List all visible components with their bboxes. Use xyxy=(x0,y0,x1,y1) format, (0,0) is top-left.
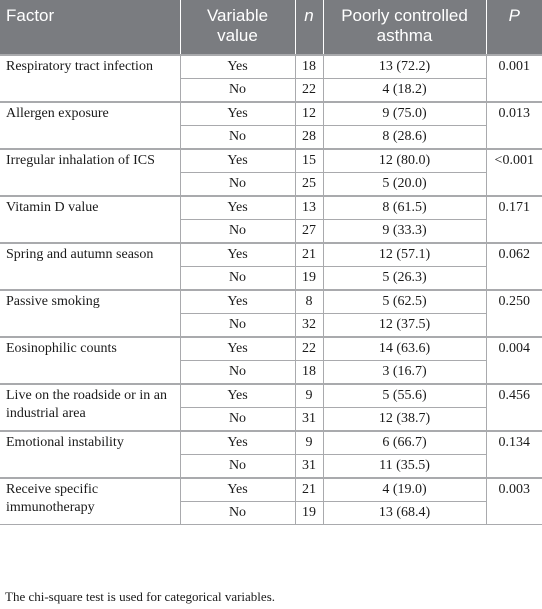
p-value-cell: 0.013 xyxy=(486,102,542,149)
n-cell: 21 xyxy=(295,243,323,267)
poorly-controlled-cell: 5 (26.3) xyxy=(323,267,486,291)
factor-cell: Allergen exposure xyxy=(0,102,180,149)
poorly-controlled-cell: 5 (62.5) xyxy=(323,290,486,314)
factor-cell: Respiratory tract infection xyxy=(0,55,180,102)
poorly-controlled-cell: 4 (19.0) xyxy=(323,478,486,502)
variable-value-cell: No xyxy=(180,408,295,432)
variable-value-cell: Yes xyxy=(180,384,295,408)
n-cell: 31 xyxy=(295,455,323,479)
table-footnote: The chi-square test is used for categorical variables. xyxy=(5,589,275,604)
n-cell: 32 xyxy=(295,314,323,338)
variable-value-cell: Yes xyxy=(180,290,295,314)
poorly-controlled-cell: 6 (66.7) xyxy=(323,431,486,455)
n-cell: 9 xyxy=(295,384,323,408)
variable-value-cell: No xyxy=(180,314,295,338)
header-row xyxy=(0,0,542,55)
table-row xyxy=(0,384,542,408)
n-cell: 27 xyxy=(295,220,323,244)
header-factor: Factor xyxy=(0,0,180,55)
poorly-controlled-cell: 13 (72.2) xyxy=(323,55,486,79)
variable-value-cell: No xyxy=(180,502,295,525)
n-cell: 19 xyxy=(295,502,323,525)
header-poorly-controlled-asthma: Poorly controlled asthma xyxy=(323,0,486,55)
factor-cell: Emotional instability xyxy=(0,431,180,478)
poorly-controlled-cell: 8 (28.6) xyxy=(323,126,486,150)
poorly-controlled-cell: 4 (18.2) xyxy=(323,79,486,103)
variable-value-cell: No xyxy=(180,220,295,244)
n-cell: 18 xyxy=(295,361,323,385)
n-cell: 8 xyxy=(295,290,323,314)
table-row xyxy=(0,337,542,361)
n-cell: 15 xyxy=(295,149,323,173)
table-body xyxy=(0,55,542,525)
p-value-cell: 0.250 xyxy=(486,290,542,337)
header-variable-value: Variable value xyxy=(180,0,295,55)
variable-value-cell: No xyxy=(180,79,295,103)
factor-cell: Irregular inhalation of ICS xyxy=(0,149,180,196)
poorly-controlled-cell: 12 (38.7) xyxy=(323,408,486,432)
table-row xyxy=(0,431,542,455)
p-value-cell: <0.001 xyxy=(486,149,542,196)
n-cell: 18 xyxy=(295,55,323,79)
n-cell: 21 xyxy=(295,478,323,502)
poorly-controlled-cell: 9 (75.0) xyxy=(323,102,486,126)
factor-cell: Live on the roadside or in an industrial area xyxy=(0,384,180,431)
p-value-cell: 0.134 xyxy=(486,431,542,478)
n-cell: 31 xyxy=(295,408,323,432)
variable-value-cell: Yes xyxy=(180,337,295,361)
table-row xyxy=(0,149,542,173)
n-cell: 22 xyxy=(295,79,323,103)
variable-value-cell: No xyxy=(180,126,295,150)
table-row xyxy=(0,196,542,220)
poorly-controlled-cell: 13 (68.4) xyxy=(323,502,486,525)
p-value-cell: 0.171 xyxy=(486,196,542,243)
poorly-controlled-cell: 14 (63.6) xyxy=(323,337,486,361)
table-row xyxy=(0,478,542,502)
poorly-controlled-cell: 5 (55.6) xyxy=(323,384,486,408)
variable-value-cell: Yes xyxy=(180,478,295,502)
variable-value-cell: No xyxy=(180,455,295,479)
variable-value-cell: Yes xyxy=(180,55,295,79)
poorly-controlled-cell: 5 (20.0) xyxy=(323,173,486,197)
p-value-cell: 0.062 xyxy=(486,243,542,290)
poorly-controlled-cell: 9 (33.3) xyxy=(323,220,486,244)
n-cell: 25 xyxy=(295,173,323,197)
header-n: n xyxy=(295,0,323,55)
variable-value-cell: No xyxy=(180,173,295,197)
variable-value-cell: Yes xyxy=(180,149,295,173)
variable-value-cell: Yes xyxy=(180,431,295,455)
variable-value-cell: No xyxy=(180,361,295,385)
n-cell: 22 xyxy=(295,337,323,361)
factor-cell: Vitamin D value xyxy=(0,196,180,243)
variable-value-cell: Yes xyxy=(180,243,295,267)
poorly-controlled-cell: 11 (35.5) xyxy=(323,455,486,479)
n-cell: 13 xyxy=(295,196,323,220)
poorly-controlled-cell: 12 (37.5) xyxy=(323,314,486,338)
factor-cell: Passive smoking xyxy=(0,290,180,337)
n-cell: 28 xyxy=(295,126,323,150)
header-p-value: P xyxy=(486,0,542,55)
variable-value-cell: Yes xyxy=(180,196,295,220)
n-cell: 19 xyxy=(295,267,323,291)
table-row xyxy=(0,102,542,126)
poorly-controlled-cell: 12 (57.1) xyxy=(323,243,486,267)
table-row xyxy=(0,290,542,314)
p-value-cell: 0.003 xyxy=(486,478,542,525)
factor-cell: Eosinophilic counts xyxy=(0,337,180,384)
variable-value-cell: No xyxy=(180,267,295,291)
variable-value-cell: Yes xyxy=(180,102,295,126)
table-row xyxy=(0,55,542,79)
p-value-cell: 0.001 xyxy=(486,55,542,102)
poorly-controlled-cell: 8 (61.5) xyxy=(323,196,486,220)
poorly-controlled-cell: 3 (16.7) xyxy=(323,361,486,385)
p-value-cell: 0.456 xyxy=(486,384,542,431)
n-cell: 12 xyxy=(295,102,323,126)
p-value-cell: 0.004 xyxy=(486,337,542,384)
table-row xyxy=(0,243,542,267)
poorly-controlled-cell: 12 (80.0) xyxy=(323,149,486,173)
factor-cell: Spring and autumn season xyxy=(0,243,180,290)
n-cell: 9 xyxy=(295,431,323,455)
factor-cell: Receive specific immunotherapy xyxy=(0,478,180,525)
